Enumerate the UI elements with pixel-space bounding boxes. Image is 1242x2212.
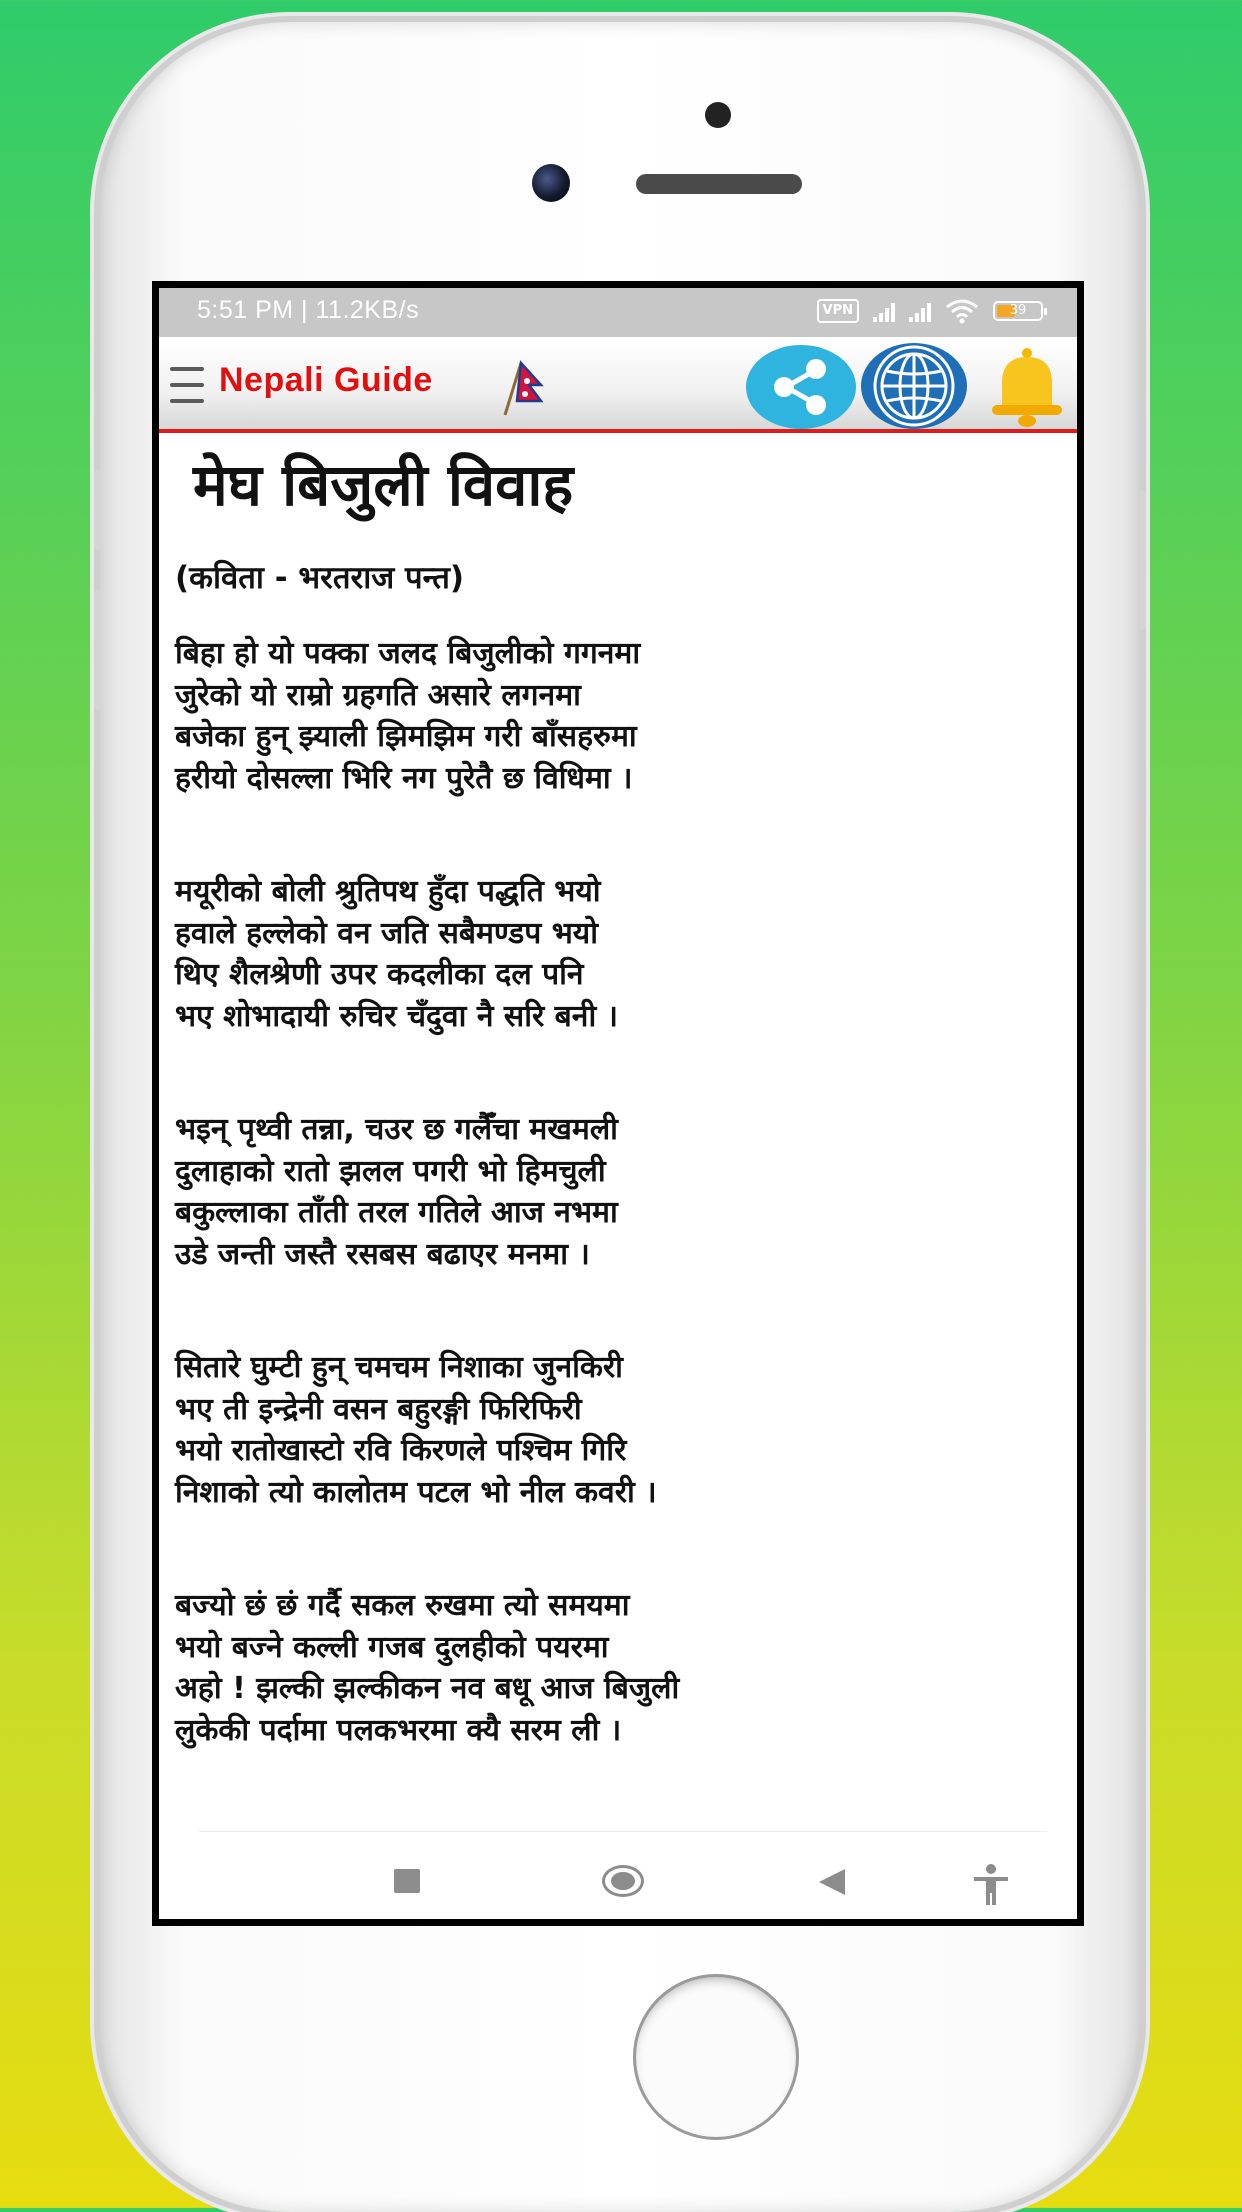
poem-line: मयूरीको बोली श्रुतिपथ हुँदा पद्धति भयो bbox=[175, 874, 601, 909]
status-time-speed: 5:51 PM | 11.2KB/s bbox=[197, 296, 420, 324]
poem-line: उडे जन्ती जस्तै रसबस बढाएर मनमा । bbox=[175, 1236, 590, 1272]
stanza-1 bbox=[175, 633, 640, 799]
poem-line: अहो ! झल्की झल्कीकन नव बधू आज बिजुली bbox=[175, 1671, 680, 1706]
signal-icon bbox=[873, 300, 895, 322]
poem-line: भइन् पृथ्वी तन्ना, चउर छ गलैँचा मखमली bbox=[175, 1112, 618, 1147]
proximity-sensor bbox=[705, 102, 731, 128]
vpn-icon: VPN bbox=[817, 299, 859, 323]
stanza-3 bbox=[175, 1109, 618, 1275]
poem-line: भयो रातोखास्टो रवि किरणले पश्चिम गिरि bbox=[175, 1433, 627, 1468]
square-recent-apps-icon[interactable] bbox=[394, 1869, 420, 1893]
app-toolbar bbox=[159, 337, 1077, 433]
poem-line: भए शोभादायी रुचिर चँदुवा नै सरि बनी । bbox=[175, 998, 619, 1034]
poem-line: हरीयो दोसल्ला भिरि नग पुरेतै छ विधिमा । bbox=[175, 760, 633, 796]
home-circle-icon[interactable] bbox=[602, 1865, 644, 1897]
battery-level: 39 bbox=[1009, 303, 1027, 318]
poem-content[interactable] bbox=[159, 433, 1077, 1829]
screen-content bbox=[159, 288, 1077, 1919]
nepal-flag-icon bbox=[497, 357, 545, 417]
poem-line: भयो बज्ने कल्ली गजब दुलहीको पयरमा bbox=[175, 1629, 609, 1665]
power-button bbox=[1140, 490, 1146, 630]
status-bar bbox=[159, 288, 1077, 337]
poem-line: हवाले हल्लेको वन जति सबैमण्डप भयो bbox=[175, 915, 598, 951]
stanza-4 bbox=[175, 1347, 657, 1513]
poem-line: सितारे घुम्टी हुन् चमचम निशाका जुनकिरी bbox=[175, 1350, 623, 1385]
poem-line: बकुल्लाका ताँती तरल गतिले आज नभमा bbox=[175, 1195, 618, 1230]
accessibility-icon[interactable] bbox=[971, 1863, 1011, 1907]
app-title: Nepali Guide bbox=[219, 361, 433, 399]
signal-icon bbox=[909, 300, 931, 322]
notification-bell-button[interactable] bbox=[982, 343, 1072, 429]
poem-line: निशाको त्यो कालोतम पटल भो नील कवरी । bbox=[175, 1474, 657, 1510]
volume-up-button bbox=[94, 590, 100, 710]
battery-icon bbox=[993, 301, 1043, 321]
front-camera bbox=[532, 164, 570, 202]
poem-line: लुकेकी पर्दामा पलकभरमा क्यै सरम ली । bbox=[175, 1712, 622, 1748]
globe-button[interactable] bbox=[861, 343, 967, 429]
bell-icon bbox=[982, 343, 1072, 429]
poem-title: मेघ बिजुली विवाह bbox=[193, 451, 574, 519]
poem-author: (कविता - भरतराज पन्त) bbox=[175, 560, 465, 596]
stanza-5 bbox=[175, 1585, 679, 1751]
poem-line: दुलाहाको रातो झलल पगरी भो हिमचुली bbox=[175, 1153, 606, 1189]
back-triangle-icon[interactable] bbox=[819, 1869, 845, 1895]
poem-line: भए ती इन्द्रेनी वसन बहुरङ्गी फिरिफिरी bbox=[175, 1391, 582, 1427]
stanza-2 bbox=[175, 871, 618, 1037]
share-icon bbox=[746, 345, 856, 429]
poem-line: बज्यो छं छं गर्दै सकल रुखमा त्यो समयमा bbox=[175, 1588, 630, 1623]
nav-divider bbox=[199, 1831, 1047, 1832]
poem-line: जुरेको यो राम्रो ग्रहगति असारे लगनमा bbox=[175, 677, 581, 713]
poem-line: बिहा हो यो पक्का जलद बिजुलीको गगनमा bbox=[175, 636, 641, 671]
device-screen bbox=[152, 281, 1084, 1926]
system-nav-bar bbox=[159, 1833, 1077, 1919]
poem-line: थिए शैलश्रेणी उपर कदलीका दल पनि bbox=[175, 957, 584, 992]
hamburger-menu-icon[interactable] bbox=[170, 367, 204, 403]
share-button[interactable] bbox=[746, 345, 856, 429]
status-icons bbox=[817, 298, 1043, 324]
mute-switch bbox=[94, 470, 100, 550]
earpiece-speaker bbox=[636, 174, 802, 194]
phone-home-button[interactable] bbox=[633, 1974, 799, 2140]
poem-line: बजेका हुन् झ्याली झिमझिम गरी बाँसहरुमा bbox=[175, 719, 637, 754]
wifi-icon bbox=[945, 298, 979, 324]
globe-icon bbox=[861, 343, 967, 429]
